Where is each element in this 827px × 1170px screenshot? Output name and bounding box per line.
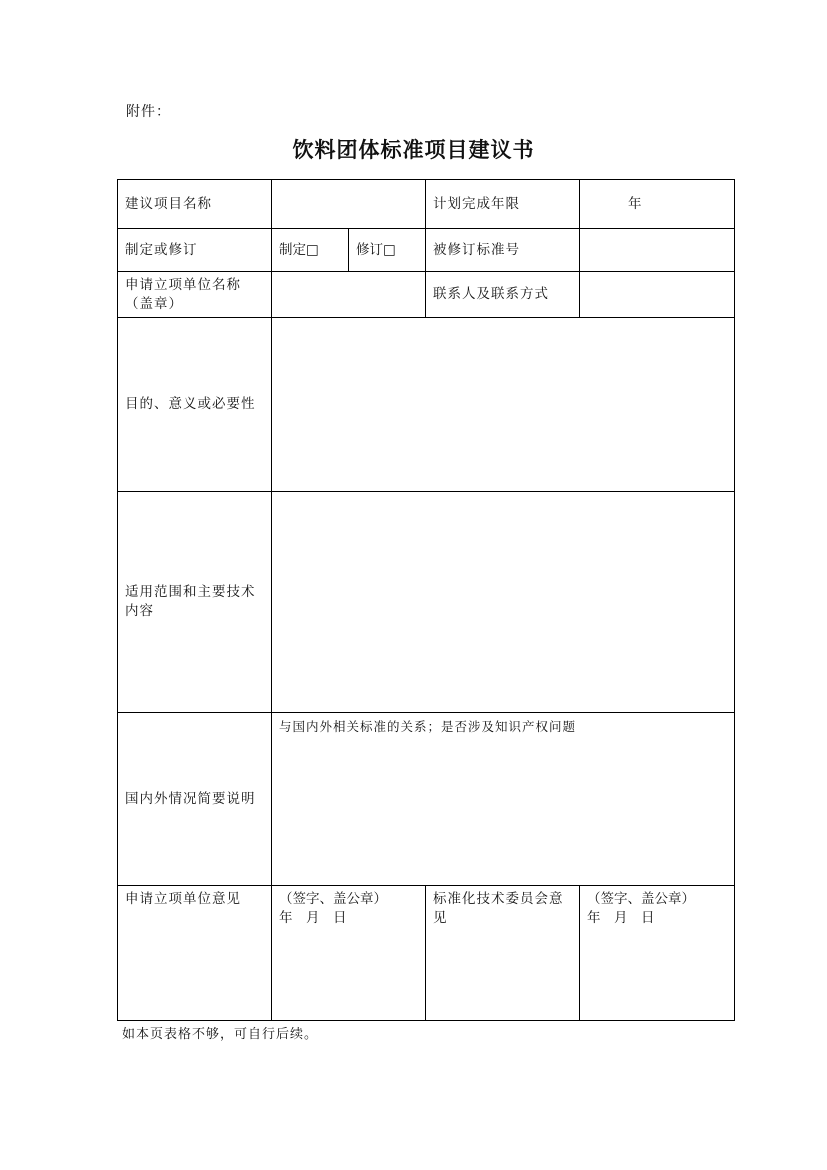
project-name-label: 建议项目名称 — [118, 180, 272, 229]
deadline-year-field[interactable]: 年 — [580, 180, 735, 229]
scope-field[interactable] — [272, 492, 735, 713]
applicant-date: 年 月 日 — [279, 910, 347, 926]
committee-date: 年 月 日 — [587, 910, 655, 926]
applicant-name-label: 申请立项单位名称（盖章） — [118, 272, 272, 318]
contact-field[interactable] — [580, 272, 735, 318]
deadline-label: 计划完成年限 — [426, 180, 580, 229]
row-opinions — [118, 886, 735, 1021]
attachment-label: 附件： — [126, 104, 171, 120]
applicant-opinion-label: 申请立项单位意见 — [118, 886, 272, 1021]
footer-note: 如本页表格不够，可自行后续。 — [122, 1027, 319, 1042]
scope-label: 适用范围和主要技术内容 — [118, 492, 272, 713]
row-type — [118, 229, 735, 272]
project-name-field[interactable] — [272, 180, 426, 229]
row-purpose — [118, 318, 735, 492]
applicant-name-field[interactable] — [272, 272, 426, 318]
row-applicant — [118, 272, 735, 318]
revised-standard-label: 被修订标准号 — [426, 229, 580, 272]
formulate-checkbox[interactable]: 制定□ — [272, 229, 349, 272]
applicant-opinion-field[interactable] — [272, 886, 426, 1021]
revised-standard-field[interactable] — [580, 229, 735, 272]
revise-checkbox[interactable]: 修订□ — [349, 229, 426, 272]
committee-opinion-label: 标准化技术委员会意见 — [426, 886, 580, 1021]
applicant-sign-note: （签字、盖公章） — [279, 891, 387, 907]
type-label: 制定或修订 — [118, 229, 272, 272]
document-title: 饮料团体标准项目建议书 — [292, 138, 535, 162]
situation-label: 国内外情况简要说明 — [118, 713, 272, 886]
situation-field[interactable] — [272, 713, 735, 886]
row-situation — [118, 713, 735, 886]
proposal-form-table — [117, 179, 735, 1021]
row-project-name — [118, 180, 735, 229]
purpose-field[interactable] — [272, 318, 735, 492]
situation-hint: 与国内外相关标准的关系；是否涉及知识产权问题 — [279, 719, 577, 734]
committee-sign-note: （签字、盖公章） — [587, 891, 695, 907]
committee-opinion-field[interactable] — [580, 886, 735, 1021]
row-scope — [118, 492, 735, 713]
contact-label: 联系人及联系方式 — [426, 272, 580, 318]
purpose-label: 目的、意义或必要性 — [118, 318, 272, 492]
